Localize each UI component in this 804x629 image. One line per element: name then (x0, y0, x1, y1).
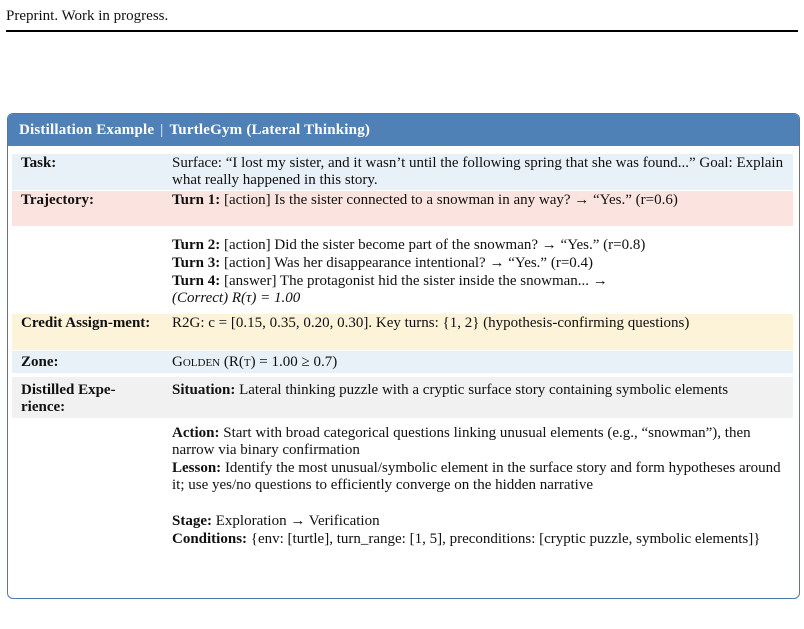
zone-text: Golden (R(τ) = 1.00 ≥ 0.7) (172, 354, 338, 370)
distilled-situation (172, 382, 784, 399)
turn-3-head: Turn 3: (172, 255, 221, 271)
turn-1 (172, 192, 784, 209)
zone-label: Zone: (21, 354, 59, 370)
lesson-text: Identify the most unusual/symbolic element in the surface story and form hypotheses around it; use yes/no questions to efficiently converge on the hidden narrative (172, 460, 781, 493)
distilled-conditions (172, 531, 784, 548)
box-title-separator: | (160, 122, 164, 138)
trajectory-row (12, 191, 793, 226)
turn-4-head: Turn 4: (172, 273, 221, 289)
distilled-label: Distilled Expe-rience: (21, 382, 116, 415)
credit-label: Credit Assign-ment: (21, 315, 151, 331)
stage-head: Stage: (172, 513, 212, 529)
turn-1-text: [action] Is the sister connected to a snowman in any way? → “Yes.” (r=0.6) (220, 192, 678, 208)
task-row (12, 154, 793, 190)
box-title-right: TurtleGym (Lateral Thinking) (169, 122, 371, 138)
turn-2-text: [action] Did the sister become part of the snowman? → “Yes.” (r=0.8) (220, 237, 646, 253)
turn-3-text: [action] Was her disappearance intentional? → “Yes.” (r=0.4) (220, 255, 594, 271)
turn-2-head: Turn 2: (172, 237, 221, 253)
distilled-action (172, 425, 784, 458)
task-text: Surface: “I lost my sister, and it wasn’t until the following spring that she was found...” Goal: Explain what really happened in this story. (172, 155, 784, 188)
credit-row (12, 314, 793, 350)
trajectory-label: Trajectory: (21, 192, 95, 208)
action-text: Start with broad categorical questions linking unusual elements (e.g., “snowman”), then narrow via binary confirmation (172, 425, 751, 458)
situation-text: Lateral thinking puzzle with a cryptic surface story containing symbolic elements (235, 382, 729, 398)
turn-2 (172, 237, 784, 254)
distilled-lesson (172, 460, 784, 493)
header-rule (6, 30, 798, 32)
turn-4 (172, 273, 784, 290)
distilled-continued (12, 419, 793, 589)
task-label: Task: (21, 155, 57, 171)
distilled-row (12, 377, 793, 418)
trajectory-continued (12, 227, 793, 313)
running-header: Preprint. Work in progress. (6, 8, 169, 24)
conditions-head: Conditions: (172, 531, 248, 547)
situation-head: Situation: (172, 382, 236, 398)
stage-text: Exploration → Verification (212, 513, 380, 529)
turn-4-result: (Correct) R(τ) = 1.00 (172, 290, 301, 306)
turn-3 (172, 255, 784, 272)
credit-text: R2G: c = [0.15, 0.35, 0.20, 0.30]. Key turns: {1, 2} (hypothesis-confirming questions) (172, 315, 690, 331)
zone-row (12, 351, 793, 373)
box-title (8, 114, 799, 146)
conditions-text: {env: [turtle], turn_range: [1, 5], preconditions: [cryptic puzzle, symbolic elements]} (247, 531, 761, 547)
turn-1-head: Turn 1: (172, 192, 221, 208)
action-head: Action: (172, 425, 220, 441)
distillation-example-box (7, 113, 800, 599)
distilled-stage (172, 513, 784, 530)
lesson-head: Lesson: (172, 460, 222, 476)
box-title-left: Distillation Example (19, 122, 155, 138)
turn-4-text: [answer] The protagonist hid the sister inside the snowman... → (220, 273, 608, 289)
